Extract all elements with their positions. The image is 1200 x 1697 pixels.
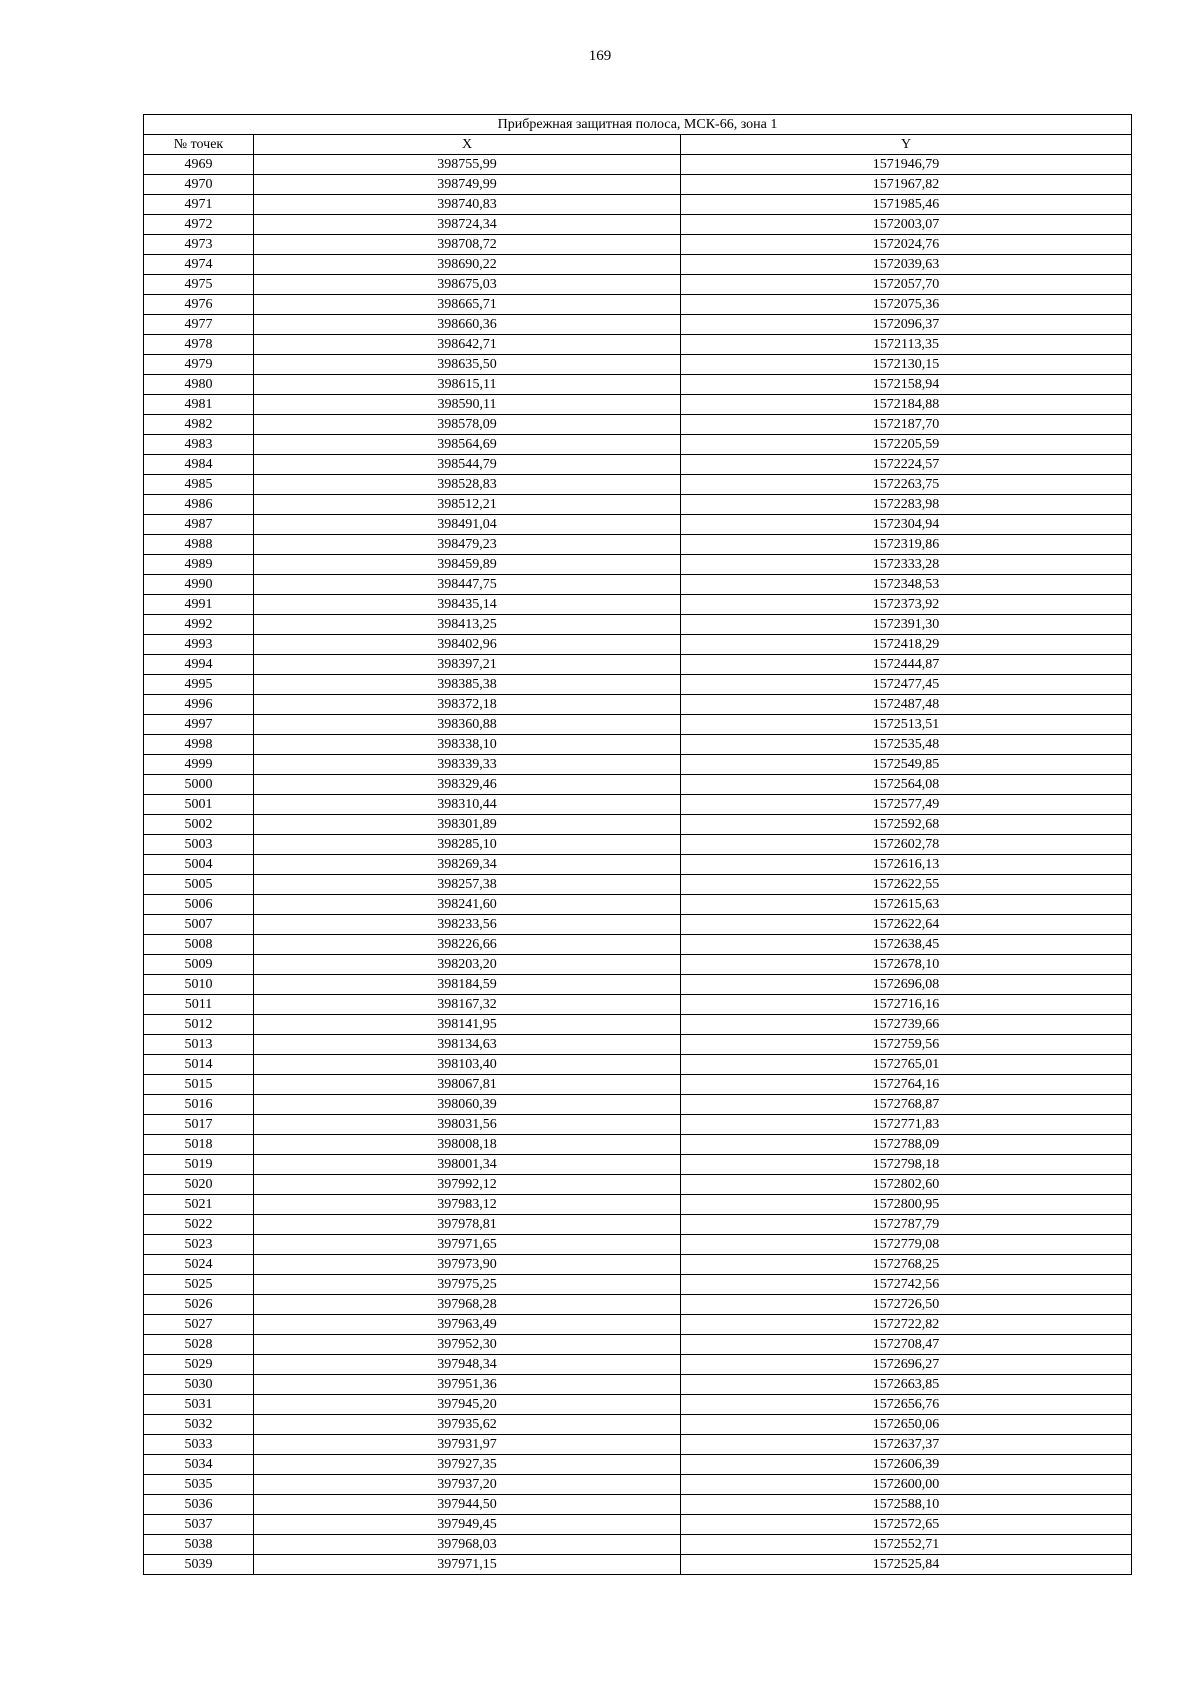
cell-x: 398675,03 <box>254 275 681 295</box>
table-row <box>144 1495 1132 1515</box>
cell-x: 398564,69 <box>254 435 681 455</box>
table-row <box>144 1155 1132 1175</box>
table-row <box>144 535 1132 555</box>
cell-point-number: 5028 <box>144 1335 254 1355</box>
cell-point-number: 5001 <box>144 795 254 815</box>
table-row <box>144 495 1132 515</box>
table-row <box>144 315 1132 335</box>
cell-x: 398339,33 <box>254 755 681 775</box>
table-row <box>144 1435 1132 1455</box>
column-header-y: Y <box>681 135 1132 155</box>
cell-x: 398385,38 <box>254 675 681 695</box>
cell-point-number: 4993 <box>144 635 254 655</box>
table-row <box>144 455 1132 475</box>
cell-point-number: 5005 <box>144 875 254 895</box>
table-row <box>144 375 1132 395</box>
table-row <box>144 755 1132 775</box>
cell-point-number: 5002 <box>144 815 254 835</box>
cell-y: 1572739,66 <box>681 1015 1132 1035</box>
cell-y: 1572418,29 <box>681 635 1132 655</box>
cell-point-number: 5035 <box>144 1475 254 1495</box>
table-row <box>144 1175 1132 1195</box>
column-header-x: X <box>254 135 681 155</box>
cell-point-number: 4997 <box>144 715 254 735</box>
cell-x: 398310,44 <box>254 795 681 815</box>
cell-point-number: 4998 <box>144 735 254 755</box>
cell-point-number: 5020 <box>144 1175 254 1195</box>
table-row <box>144 1215 1132 1235</box>
table-row <box>144 555 1132 575</box>
table-row <box>144 235 1132 255</box>
cell-y: 1572616,13 <box>681 855 1132 875</box>
cell-point-number: 4982 <box>144 415 254 435</box>
cell-x: 398060,39 <box>254 1095 681 1115</box>
table-row <box>144 735 1132 755</box>
table-row <box>144 995 1132 1015</box>
cell-point-number: 4981 <box>144 395 254 415</box>
table-row <box>144 1195 1132 1215</box>
cell-y: 1572263,75 <box>681 475 1132 495</box>
cell-point-number: 5036 <box>144 1495 254 1515</box>
cell-point-number: 5007 <box>144 915 254 935</box>
cell-y: 1572779,08 <box>681 1235 1132 1255</box>
cell-y: 1572650,06 <box>681 1415 1132 1435</box>
table-row <box>144 515 1132 535</box>
cell-x: 398528,83 <box>254 475 681 495</box>
cell-x: 398544,79 <box>254 455 681 475</box>
cell-y: 1572764,16 <box>681 1075 1132 1095</box>
cell-y: 1572552,71 <box>681 1535 1132 1555</box>
cell-x: 397963,49 <box>254 1315 681 1335</box>
table-row <box>144 895 1132 915</box>
cell-x: 398031,56 <box>254 1115 681 1135</box>
cell-x: 398615,11 <box>254 375 681 395</box>
cell-y: 1572205,59 <box>681 435 1132 455</box>
cell-x: 398167,32 <box>254 995 681 1015</box>
cell-y: 1572283,98 <box>681 495 1132 515</box>
cell-y: 1572802,60 <box>681 1175 1132 1195</box>
cell-x: 398660,36 <box>254 315 681 335</box>
table-row <box>144 795 1132 815</box>
cell-point-number: 5027 <box>144 1315 254 1335</box>
cell-point-number: 5013 <box>144 1035 254 1055</box>
cell-y: 1572722,82 <box>681 1315 1132 1335</box>
table-row <box>144 855 1132 875</box>
cell-y: 1572158,94 <box>681 375 1132 395</box>
table-row <box>144 215 1132 235</box>
cell-point-number: 4969 <box>144 155 254 175</box>
cell-x: 398360,88 <box>254 715 681 735</box>
cell-y: 1572535,48 <box>681 735 1132 755</box>
cell-point-number: 4994 <box>144 655 254 675</box>
cell-point-number: 5023 <box>144 1235 254 1255</box>
table-row <box>144 255 1132 275</box>
table-row <box>144 1455 1132 1475</box>
cell-x: 397945,20 <box>254 1395 681 1415</box>
table-row <box>144 935 1132 955</box>
table-row <box>144 1115 1132 1135</box>
cell-point-number: 5029 <box>144 1355 254 1375</box>
coordinates-table <box>143 114 1132 1575</box>
cell-x: 398402,96 <box>254 635 681 655</box>
cell-point-number: 4970 <box>144 175 254 195</box>
cell-y: 1572487,48 <box>681 695 1132 715</box>
table-row <box>144 1315 1132 1335</box>
cell-point-number: 5010 <box>144 975 254 995</box>
table-row <box>144 1075 1132 1095</box>
cell-y: 1572348,53 <box>681 575 1132 595</box>
table-row <box>144 975 1132 995</box>
table-row <box>144 595 1132 615</box>
cell-x: 398134,63 <box>254 1035 681 1055</box>
table-row <box>144 615 1132 635</box>
table-row <box>144 1355 1132 1375</box>
cell-x: 398749,99 <box>254 175 681 195</box>
cell-x: 397931,97 <box>254 1435 681 1455</box>
cell-y: 1572130,15 <box>681 355 1132 375</box>
table-row <box>144 275 1132 295</box>
cell-x: 398301,89 <box>254 815 681 835</box>
cell-point-number: 5030 <box>144 1375 254 1395</box>
table-row <box>144 1335 1132 1355</box>
cell-point-number: 4974 <box>144 255 254 275</box>
cell-x: 398372,18 <box>254 695 681 715</box>
cell-x: 398512,21 <box>254 495 681 515</box>
table-row <box>144 635 1132 655</box>
cell-y: 1572798,18 <box>681 1155 1132 1175</box>
cell-x: 398008,18 <box>254 1135 681 1155</box>
cell-y: 1572444,87 <box>681 655 1132 675</box>
cell-x: 397951,36 <box>254 1375 681 1395</box>
table-row <box>144 295 1132 315</box>
cell-y: 1572638,45 <box>681 935 1132 955</box>
cell-y: 1572373,92 <box>681 595 1132 615</box>
table-row <box>144 1015 1132 1035</box>
table-row <box>144 815 1132 835</box>
cell-x: 397935,62 <box>254 1415 681 1435</box>
table-row <box>144 1395 1132 1415</box>
cell-x: 398447,75 <box>254 575 681 595</box>
cell-y: 1572572,65 <box>681 1515 1132 1535</box>
cell-x: 398590,11 <box>254 395 681 415</box>
cell-y: 1572096,37 <box>681 315 1132 335</box>
cell-y: 1571985,46 <box>681 195 1132 215</box>
cell-x: 398740,83 <box>254 195 681 215</box>
cell-x: 397937,20 <box>254 1475 681 1495</box>
cell-point-number: 5038 <box>144 1535 254 1555</box>
cell-y: 1572768,25 <box>681 1255 1132 1275</box>
cell-point-number: 5033 <box>144 1435 254 1455</box>
cell-y: 1572606,39 <box>681 1455 1132 1475</box>
cell-x: 398724,34 <box>254 215 681 235</box>
cell-x: 397927,35 <box>254 1455 681 1475</box>
cell-y: 1572656,76 <box>681 1395 1132 1415</box>
table-title: Прибрежная защитная полоса, МСК-66, зона 1 <box>144 115 1132 135</box>
cell-y: 1572768,87 <box>681 1095 1132 1115</box>
cell-point-number: 5016 <box>144 1095 254 1115</box>
cell-y: 1572602,78 <box>681 835 1132 855</box>
table-row <box>144 1255 1132 1275</box>
table-row <box>144 1275 1132 1295</box>
table-row <box>144 1235 1132 1255</box>
cell-y: 1572319,86 <box>681 535 1132 555</box>
cell-x: 398329,46 <box>254 775 681 795</box>
cell-x: 398642,71 <box>254 335 681 355</box>
cell-y: 1572477,45 <box>681 675 1132 695</box>
cell-y: 1571946,79 <box>681 155 1132 175</box>
cell-y: 1571967,82 <box>681 175 1132 195</box>
cell-point-number: 5025 <box>144 1275 254 1295</box>
cell-y: 1572726,50 <box>681 1295 1132 1315</box>
cell-y: 1572304,94 <box>681 515 1132 535</box>
cell-x: 398459,89 <box>254 555 681 575</box>
table-row <box>144 915 1132 935</box>
table-row <box>144 155 1132 175</box>
cell-x: 397978,81 <box>254 1215 681 1235</box>
cell-y: 1572663,85 <box>681 1375 1132 1395</box>
table-row <box>144 575 1132 595</box>
table-row <box>144 775 1132 795</box>
cell-point-number: 5034 <box>144 1455 254 1475</box>
cell-y: 1572708,47 <box>681 1335 1132 1355</box>
cell-y: 1572696,27 <box>681 1355 1132 1375</box>
table-row <box>144 695 1132 715</box>
column-header-point-number: № точек <box>144 135 254 155</box>
cell-x: 398141,95 <box>254 1015 681 1035</box>
cell-point-number: 5015 <box>144 1075 254 1095</box>
cell-x: 397971,65 <box>254 1235 681 1255</box>
cell-y: 1572771,83 <box>681 1115 1132 1135</box>
cell-point-number: 4989 <box>144 555 254 575</box>
cell-x: 398203,20 <box>254 955 681 975</box>
page-number: 169 <box>588 48 612 64</box>
cell-x: 397949,45 <box>254 1515 681 1535</box>
table-row <box>144 835 1132 855</box>
table-row <box>144 355 1132 375</box>
cell-point-number: 5009 <box>144 955 254 975</box>
table-row <box>144 335 1132 355</box>
cell-x: 397971,15 <box>254 1555 681 1575</box>
cell-point-number: 5032 <box>144 1415 254 1435</box>
cell-y: 1572391,30 <box>681 615 1132 635</box>
cell-point-number: 4999 <box>144 755 254 775</box>
table-row <box>144 435 1132 455</box>
table-row <box>144 655 1132 675</box>
cell-y: 1572024,76 <box>681 235 1132 255</box>
cell-x: 397944,50 <box>254 1495 681 1515</box>
cell-x: 398338,10 <box>254 735 681 755</box>
cell-point-number: 4972 <box>144 215 254 235</box>
cell-point-number: 4986 <box>144 495 254 515</box>
cell-y: 1572184,88 <box>681 395 1132 415</box>
cell-point-number: 4975 <box>144 275 254 295</box>
cell-point-number: 5018 <box>144 1135 254 1155</box>
cell-y: 1572622,64 <box>681 915 1132 935</box>
cell-x: 398578,09 <box>254 415 681 435</box>
cell-y: 1572564,08 <box>681 775 1132 795</box>
cell-y: 1572787,79 <box>681 1215 1132 1235</box>
cell-point-number: 4984 <box>144 455 254 475</box>
cell-point-number: 4976 <box>144 295 254 315</box>
table-row <box>144 1535 1132 1555</box>
cell-x: 397968,03 <box>254 1535 681 1555</box>
cell-x: 397975,25 <box>254 1275 681 1295</box>
cell-point-number: 5021 <box>144 1195 254 1215</box>
cell-point-number: 5012 <box>144 1015 254 1035</box>
cell-x: 398435,14 <box>254 595 681 615</box>
table-row <box>144 415 1132 435</box>
cell-y: 1572759,56 <box>681 1035 1132 1055</box>
cell-x: 397948,34 <box>254 1355 681 1375</box>
cell-x: 398103,40 <box>254 1055 681 1075</box>
cell-point-number: 4980 <box>144 375 254 395</box>
cell-x: 398067,81 <box>254 1075 681 1095</box>
cell-x: 397973,90 <box>254 1255 681 1275</box>
cell-point-number: 4979 <box>144 355 254 375</box>
cell-y: 1572588,10 <box>681 1495 1132 1515</box>
cell-x: 398184,59 <box>254 975 681 995</box>
cell-y: 1572113,35 <box>681 335 1132 355</box>
cell-point-number: 5019 <box>144 1155 254 1175</box>
table-row <box>144 395 1132 415</box>
cell-y: 1572075,36 <box>681 295 1132 315</box>
cell-point-number: 5026 <box>144 1295 254 1315</box>
cell-point-number: 5008 <box>144 935 254 955</box>
cell-point-number: 4983 <box>144 435 254 455</box>
cell-point-number: 5024 <box>144 1255 254 1275</box>
table-row <box>144 1375 1132 1395</box>
table-title-row <box>144 115 1132 135</box>
table-row <box>144 1295 1132 1315</box>
cell-point-number: 5017 <box>144 1115 254 1135</box>
cell-point-number: 5014 <box>144 1055 254 1075</box>
table-row <box>144 1515 1132 1535</box>
cell-x: 398635,50 <box>254 355 681 375</box>
table-row <box>144 1135 1132 1155</box>
cell-y: 1572622,55 <box>681 875 1132 895</box>
cell-point-number: 4977 <box>144 315 254 335</box>
table-row <box>144 1095 1132 1115</box>
cell-point-number: 5037 <box>144 1515 254 1535</box>
cell-y: 1572696,08 <box>681 975 1132 995</box>
table-row <box>144 195 1132 215</box>
cell-point-number: 4985 <box>144 475 254 495</box>
cell-y: 1572765,01 <box>681 1055 1132 1075</box>
table-header-row <box>144 135 1132 155</box>
cell-y: 1572003,07 <box>681 215 1132 235</box>
cell-x: 398241,60 <box>254 895 681 915</box>
cell-y: 1572800,95 <box>681 1195 1132 1215</box>
cell-x: 398001,34 <box>254 1155 681 1175</box>
cell-point-number: 5000 <box>144 775 254 795</box>
cell-point-number: 5006 <box>144 895 254 915</box>
table-row <box>144 175 1132 195</box>
cell-y: 1572224,57 <box>681 455 1132 475</box>
cell-y: 1572333,28 <box>681 555 1132 575</box>
table-row <box>144 715 1132 735</box>
table-row <box>144 1055 1132 1075</box>
cell-x: 398397,21 <box>254 655 681 675</box>
cell-point-number: 4990 <box>144 575 254 595</box>
cell-point-number: 5022 <box>144 1215 254 1235</box>
cell-point-number: 4991 <box>144 595 254 615</box>
cell-y: 1572513,51 <box>681 715 1132 735</box>
cell-point-number: 4992 <box>144 615 254 635</box>
cell-point-number: 4996 <box>144 695 254 715</box>
table-body <box>144 155 1132 1575</box>
cell-y: 1572742,56 <box>681 1275 1132 1295</box>
cell-y: 1572039,63 <box>681 255 1132 275</box>
table-row <box>144 675 1132 695</box>
cell-y: 1572577,49 <box>681 795 1132 815</box>
cell-x: 397952,30 <box>254 1335 681 1355</box>
cell-point-number: 4988 <box>144 535 254 555</box>
cell-point-number: 4978 <box>144 335 254 355</box>
cell-point-number: 5031 <box>144 1395 254 1415</box>
cell-y: 1572057,70 <box>681 275 1132 295</box>
cell-x: 398665,71 <box>254 295 681 315</box>
table-row <box>144 955 1132 975</box>
cell-y: 1572637,37 <box>681 1435 1132 1455</box>
cell-x: 398690,22 <box>254 255 681 275</box>
cell-y: 1572187,70 <box>681 415 1132 435</box>
cell-y: 1572678,10 <box>681 955 1132 975</box>
cell-x: 397983,12 <box>254 1195 681 1215</box>
cell-point-number: 4995 <box>144 675 254 695</box>
table-row <box>144 475 1132 495</box>
cell-y: 1572592,68 <box>681 815 1132 835</box>
cell-y: 1572549,85 <box>681 755 1132 775</box>
cell-x: 398269,34 <box>254 855 681 875</box>
table-row <box>144 1035 1132 1055</box>
cell-y: 1572716,16 <box>681 995 1132 1015</box>
cell-point-number: 4973 <box>144 235 254 255</box>
cell-x: 398479,23 <box>254 535 681 555</box>
cell-x: 397992,12 <box>254 1175 681 1195</box>
table-row <box>144 875 1132 895</box>
table-row <box>144 1555 1132 1575</box>
cell-x: 398491,04 <box>254 515 681 535</box>
cell-y: 1572788,09 <box>681 1135 1132 1155</box>
cell-y: 1572600,00 <box>681 1475 1132 1495</box>
cell-x: 398755,99 <box>254 155 681 175</box>
cell-point-number: 5039 <box>144 1555 254 1575</box>
cell-x: 398257,38 <box>254 875 681 895</box>
cell-x: 398285,10 <box>254 835 681 855</box>
table-row <box>144 1475 1132 1495</box>
table-row <box>144 1415 1132 1435</box>
cell-y: 1572525,84 <box>681 1555 1132 1575</box>
cell-point-number: 4971 <box>144 195 254 215</box>
cell-x: 397968,28 <box>254 1295 681 1315</box>
cell-point-number: 5011 <box>144 995 254 1015</box>
cell-point-number: 5004 <box>144 855 254 875</box>
cell-x: 398708,72 <box>254 235 681 255</box>
cell-x: 398233,56 <box>254 915 681 935</box>
cell-x: 398226,66 <box>254 935 681 955</box>
cell-y: 1572615,63 <box>681 895 1132 915</box>
cell-point-number: 4987 <box>144 515 254 535</box>
cell-point-number: 5003 <box>144 835 254 855</box>
cell-x: 398413,25 <box>254 615 681 635</box>
